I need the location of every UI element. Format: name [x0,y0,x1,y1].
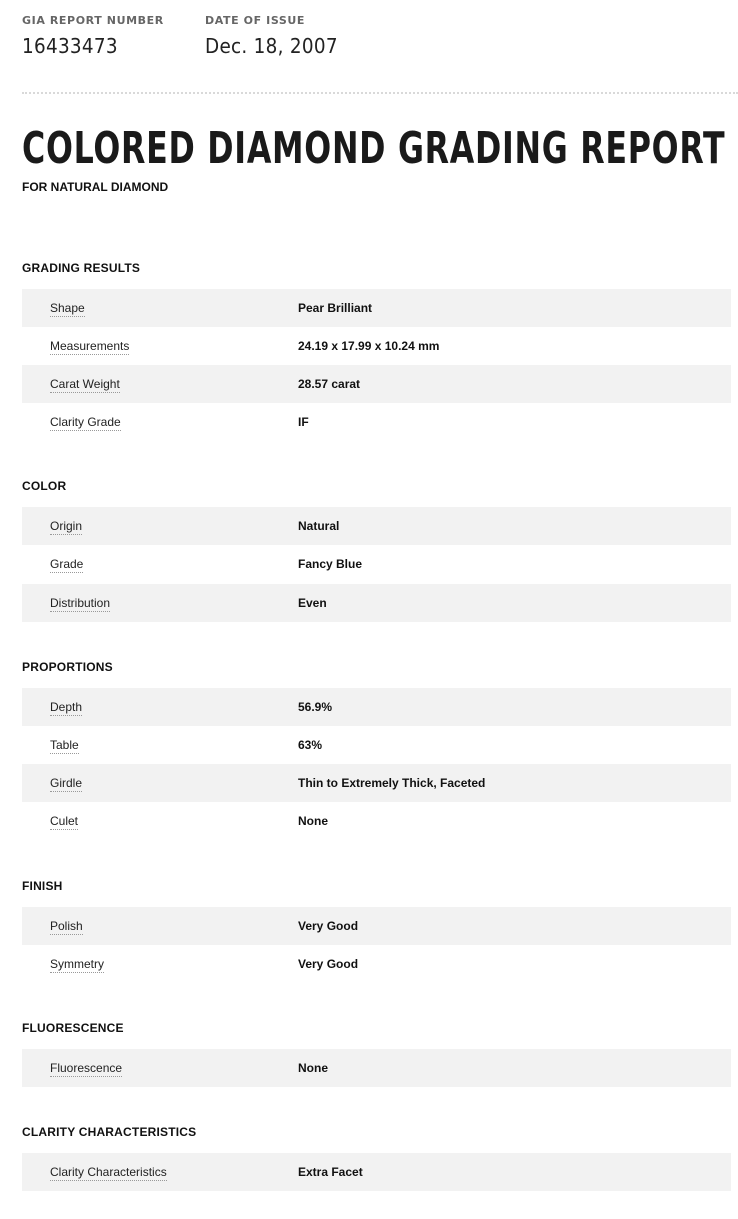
section-heading-grading-results: GRADING RESULTS [22,261,141,275]
table-row [22,289,731,327]
date-of-issue: Dec. 18, 2007 [205,34,338,58]
section-heading-finish: FINISH [22,879,63,893]
report-number-block [22,14,164,58]
row-value-clarity-characteristics: Extra Facet [298,1165,363,1179]
row-value-grade: Fancy Blue [298,557,363,571]
table-row [22,403,731,441]
report-page [22,0,731,1179]
date-of-issue-label: DATE OF ISSUE [205,14,306,27]
section-heading-clarity-characteristics: CLARITY CHARACTERISTICS [22,1125,197,1139]
row-label-origin[interactable]: Origin [50,519,83,533]
row-label-table[interactable]: Table [50,738,79,752]
row-value-girdle: Thin to Extremely Thick, Faceted [298,776,486,790]
row-label-culet[interactable]: Culet [50,814,79,828]
row-label-polish[interactable]: Polish [50,919,83,933]
row-label-clarity-characteristics[interactable]: Clarity Characteristics [50,1165,167,1179]
section-heading-fluorescence: FLUORESCENCE [22,1021,124,1035]
row-value-table: 63% [298,738,323,752]
table-row [22,688,731,726]
row-value-culet: None [298,814,328,828]
row-label-measurements[interactable]: Measurements [50,339,130,353]
row-value-depth: 56.9% [298,700,333,714]
report-title: COLORED DIAMOND GRADING REPORT [22,123,726,174]
section-heading-color: COLOR [22,479,67,493]
row-value-fluorescence: None [298,1061,328,1075]
report-meta [22,0,731,92]
row-label-carat-weight[interactable]: Carat Weight [50,377,120,391]
row-value-shape: Pear Brilliant [298,301,373,315]
table-row [22,726,731,764]
report-subtitle: FOR NATURAL DIAMOND [22,180,169,194]
row-label-shape[interactable]: Shape [50,301,85,315]
row-value-distribution: Even [298,596,327,610]
row-value-carat-weight: 28.57 carat [298,377,361,391]
table-row [22,945,731,983]
row-value-clarity-grade: IF [298,415,309,429]
section-heading-proportions: PROPORTIONS [22,660,113,674]
table-row [22,802,731,840]
row-label-fluorescence[interactable]: Fluorescence [50,1061,123,1075]
row-value-polish: Very Good [298,919,359,933]
header-divider [22,92,738,94]
table-row [22,764,731,802]
row-label-grade[interactable]: Grade [50,557,84,571]
table-row [22,1049,731,1087]
row-value-origin: Natural [298,519,340,533]
row-value-symmetry: Very Good [298,957,359,971]
table-row [22,584,731,622]
row-label-symmetry[interactable]: Symmetry [50,957,104,971]
row-label-distribution[interactable]: Distribution [50,596,111,610]
row-label-girdle[interactable]: Girdle [50,776,83,790]
table-row [22,907,731,945]
table-row [22,1153,731,1191]
report-number: 16433473 [22,34,118,58]
report-number-label: GIA REPORT NUMBER [22,14,164,27]
table-row [22,507,731,545]
table-row [22,545,731,583]
row-label-clarity-grade[interactable]: Clarity Grade [50,415,121,429]
row-value-measurements: 24.19 x 17.99 x 10.24 mm [298,339,440,353]
table-row [22,365,731,403]
table-row [22,327,731,365]
date-of-issue-block [205,14,349,58]
row-label-depth[interactable]: Depth [50,700,83,714]
